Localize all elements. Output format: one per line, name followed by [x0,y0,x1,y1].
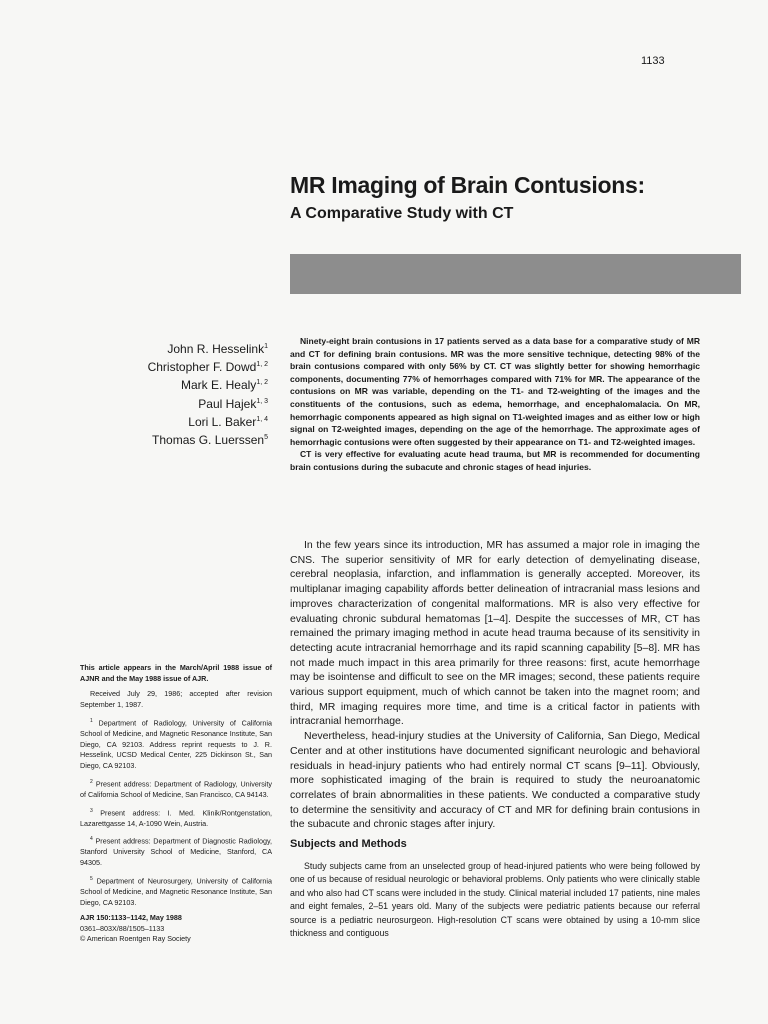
section-heading: Subjects and Methods [290,838,407,850]
abstract-paragraph: CT is very effective for evaluating acute head trauma, but MR is recommended for documenting brain contusions during the subacute and chronic stages of head injuries. [290,449,700,472]
publication-note: This article appears in the March/April 1988 issue of AJNR and the May 1988 issue of AJR. [80,663,272,683]
abstract-paragraph: Ninety-eight brain contusions in 17 patients served as a data base for a comparative study of MR and CT for defining brain contusions. MR was the more sensitive technique, detecting 98% of the brain contusions compared with only 56% by CT. CT was slightly better for showing hemorrhagic components, documenting 77% of hemorrhages compared with 71% for MR. The appearance of the contusions on MR was variable, depending on the T1- and T2-weighting of the images and the constituents of the contusions, such as edema, hemorrhage, and encephalomalacia. On MR, hemorrhagic components appeared as high signal on T1-weighted images and as either low or high signal on T2-weighted images, depending on the age of the hemorrhage. The approximate ages of hemorrhagic contusions were often suggested by their appearance on T1- and T2-weighted images. [290,336,700,447]
body-paragraph: Nevertheless, head-injury studies at the University of California, San Diego, Medical Center and at other institutions have documented significant neurologic and behavioral residuals in head-injury patients who had entirely normal CT scans [9–11]. Obviously, more sophisticated imaging of the brain is required to study the neuroanatomic correlates of brain abnormalities in these patients. We conducted a comparative study to determine the sensitivity and accuracy of CT and MR for defining brain contusions in the subacute and chronic stages after injury. [290,730,700,831]
author: Paul Hajek$^{1, 3}$ [198,396,268,411]
body-paragraph: Study subjects came from an unselected group of head-injured patients who were being followed by one of us because of residual neurologic or behavioral problems. Only patients who were clinically stable and who also had CT scans were included in the study. Clinical material included 17 patients, nine males and eight females, 2–51 years old. Many of the subjects were pediatric patients because our referral source is a pediatric neurosurgeon. High-resolution CT scans were obtained by using a 10-mm slice thickness and contiguous [290,861,700,939]
author: Lori L. Baker$^{1, 4}$ [188,414,268,429]
citation-block [80,913,272,945]
footnote: $^3$ Present address: I. Med. Klinik/Rontgenstation, Lazarettgasse 14, A-1090 Wein, Austria. [80,807,272,828]
article-subtitle: A Comparative Study with CT [290,205,514,222]
article-title: MR Imaging of Brain Contusions: [290,172,645,198]
author: Mark E. Healy$^{1, 2}$ [180,378,268,393]
page-number: 1133 [641,55,665,67]
footnote: $^1$ Department of Radiology, University of California School of Medicine, and Magnetic Resonance Institute, San Diego, CA 92103. Address reprint requests to J. R. Hesselink, UCSD Medical Center, 225 Dickinson St., San Diego, CA 92103. [80,717,272,771]
author: John R. Hesselink$^1$ [167,342,268,356]
methods-text [290,860,700,940]
author: Christopher F. Dowd$^{1, 2}$ [147,360,268,375]
copyright-line: © American Roentgen Ray Society [80,934,191,944]
abstract [290,335,700,474]
decorative-gray-bar [290,254,741,294]
author: Thomas G. Luerssen$^5$ [152,433,268,448]
issn-line: 0361–803X/88/1505–1133 [80,923,165,933]
author-list [80,339,268,448]
footnote: $^2$ Present address: Department of Radiology, University of California School of Medicine, San Francisco, CA 94143. [80,778,272,799]
footnote: $^4$ Present address: Department of Diagnostic Radiology, Stanford University School of Medicine, Stanford, CA 94305. [80,836,273,868]
received-note: Received July 29, 1986; accepted after revision September 1, 1987. [80,689,272,710]
footnote: $^5$ Department of Neurosurgery, University of California School of Medicine, and Magnetic Resonance Institute, San Diego, CA 92103. [80,875,272,907]
body-paragraph: In the few years since its introduction, MR has assumed a major role in imaging the CNS. The superior sensitivity of MR for early detection of demyelinating disease, cerebral neoplasia, infarction, and inflammation is generally accepted. Moreover, its multiplanar imaging capability affords better delineation of intracranial mass lesions and improves characterization of congenital malformations. MR is also very effective for evaluating chronic subdural hematomas [1–4]. Despite the successes of MR, CT has remained the primary imaging method in acute head trauma because of its sensitivity in detecting acute intracranial hemorrhage and its rapid scanning capability [5–8]. MR has not made much impact in this area primarily for three reasons: first, acute hemorrhage may be isointense and difficult to see on the MR images; second, these patients require various support equipment, much of which cannot be taken into the magnet room; and third, MR imaging requires more time, and time is a critical factor in patients with intracranial hemorrhage. [290,539,700,728]
introduction-text [290,538,700,832]
footnotes [80,663,272,945]
journal-citation: AJR 150:1133–1142, May 1988 [80,913,182,923]
